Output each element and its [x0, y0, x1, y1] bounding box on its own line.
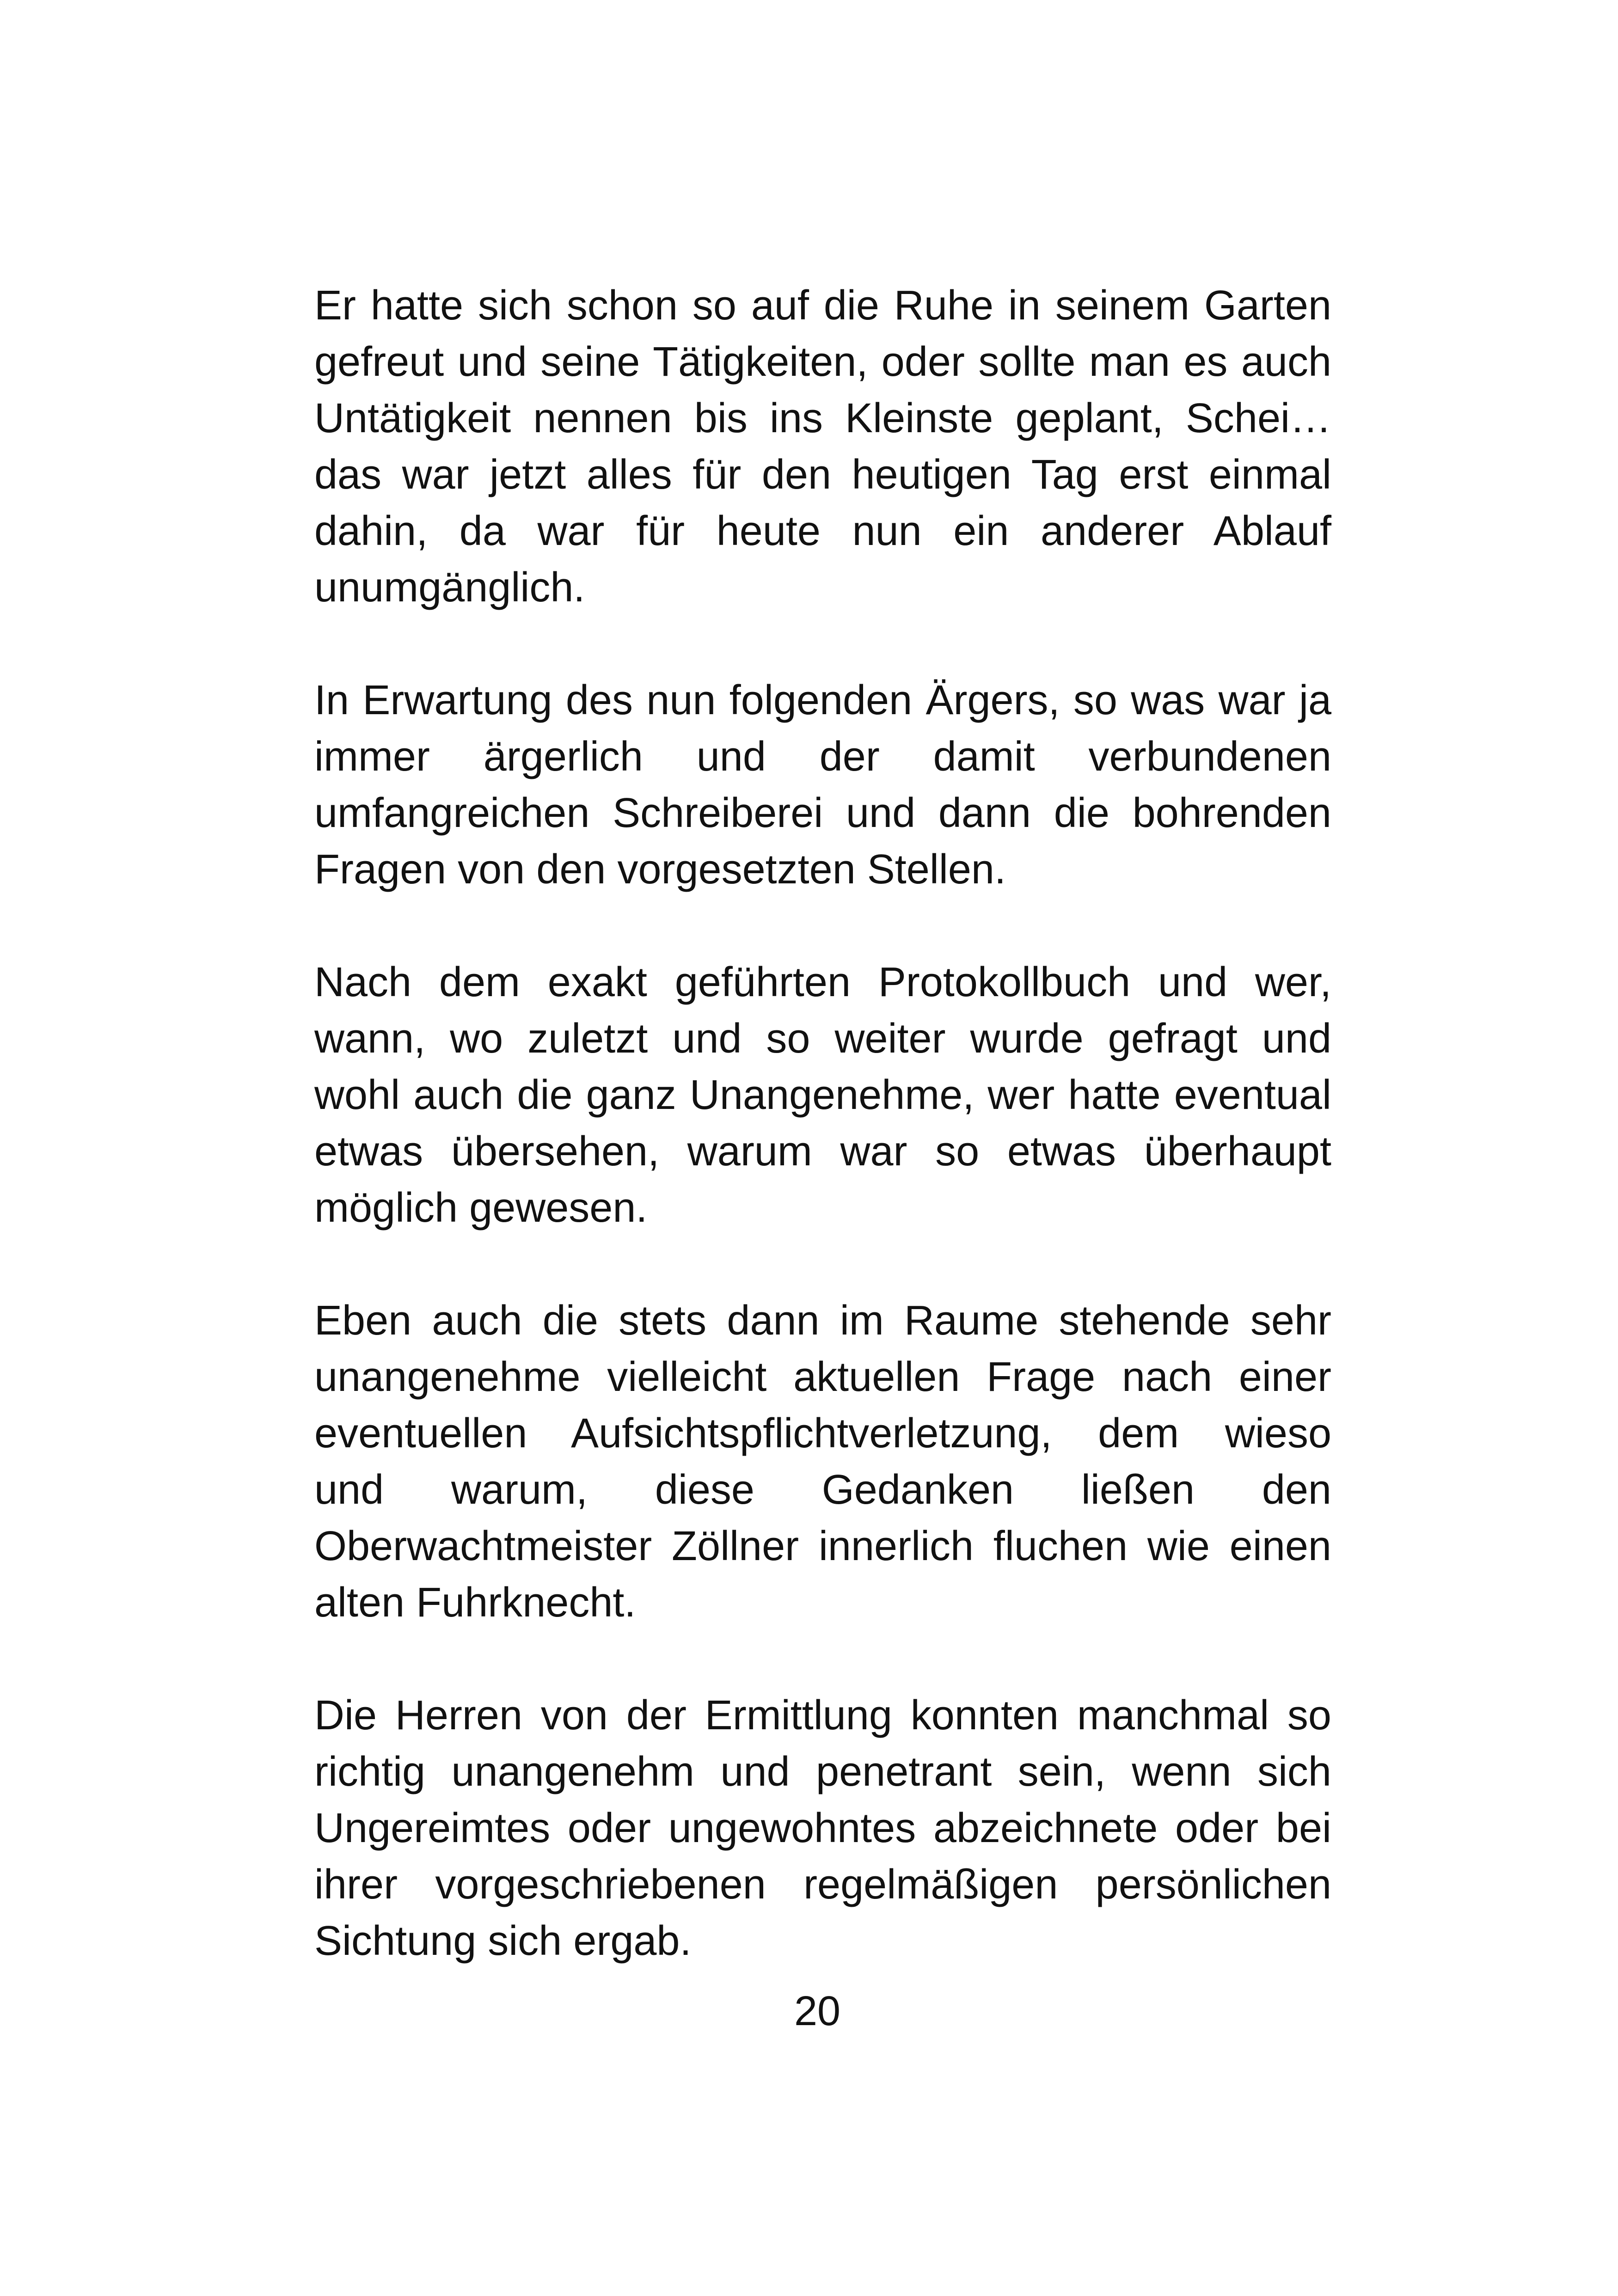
text-line: Ungereimtes oder ungewohntes abzeichnete oder bei: [314, 1805, 1331, 1851]
paragraph: [314, 277, 1331, 616]
text-line: Untätigkeit nennen bis ins Kleinste geplant, Schei…: [314, 395, 1331, 441]
text-line: ihrer vorgeschriebenen regelmäßigen persönlichen: [314, 1861, 1331, 1908]
text-line: Fragen von den vorgesetzten Stellen.: [314, 846, 1006, 893]
text-line: Sichtung sich ergab.: [314, 1918, 692, 1964]
text-line: unangenehme vielleicht aktuellen Frage nach einer: [314, 1354, 1331, 1400]
paragraph: [314, 1292, 1331, 1631]
text-line: wann, wo zuletzt und so weiter wurde gefragt und: [314, 1016, 1331, 1062]
text-line: dahin, da war für heute nun ein anderer Ablauf: [314, 508, 1331, 554]
text-line: unumgänglich.: [314, 564, 585, 611]
text-line: und warum, diese Gedanken ließen den: [314, 1467, 1331, 1513]
page-number: 20: [794, 1988, 841, 2034]
text-line: alten Fuhrknecht.: [314, 1580, 636, 1626]
text-line: das war jetzt alles für den heutigen Tag erst einmal: [314, 452, 1331, 498]
paragraph: [314, 954, 1331, 1236]
paragraph: [314, 672, 1331, 898]
text-line: gefreut und seine Tätigkeiten, oder sollte man es auch: [314, 339, 1331, 385]
text-line: Er hatte sich schon so auf die Ruhe in seinem Garten: [314, 282, 1331, 329]
body-text: [314, 277, 1331, 2026]
text-line: umfangreichen Schreiberei und dann die bohrenden: [314, 790, 1331, 836]
text-line: In Erwartung des nun folgenden Ärgers, so was war ja: [314, 677, 1331, 723]
text-line: Die Herren von der Ermittlung konnten manchmal so: [314, 1692, 1331, 1739]
paragraph: [314, 1687, 1331, 1969]
text-line: Eben auch die stets dann im Raume stehende sehr: [314, 1298, 1331, 1344]
text-line: Oberwachtmeister Zöllner innerlich fluchen wie einen: [314, 1523, 1331, 1569]
text-line: immer ärgerlich und der damit verbundenen: [314, 734, 1331, 780]
text-line: etwas übersehen, warum war so etwas überhaupt: [314, 1128, 1331, 1175]
text-line: wohl auch die ganz Unangenehme, wer hatte eventual: [314, 1072, 1331, 1118]
text-line: möglich gewesen.: [314, 1185, 648, 1231]
text-line: Nach dem exakt geführten Protokollbuch und wer,: [314, 959, 1331, 1005]
text-line: richtig unangenehm und penetrant sein, wenn sich: [314, 1749, 1331, 1795]
text-line: eventuellen Aufsichtspflichtverletzung, dem wieso: [314, 1410, 1331, 1457]
